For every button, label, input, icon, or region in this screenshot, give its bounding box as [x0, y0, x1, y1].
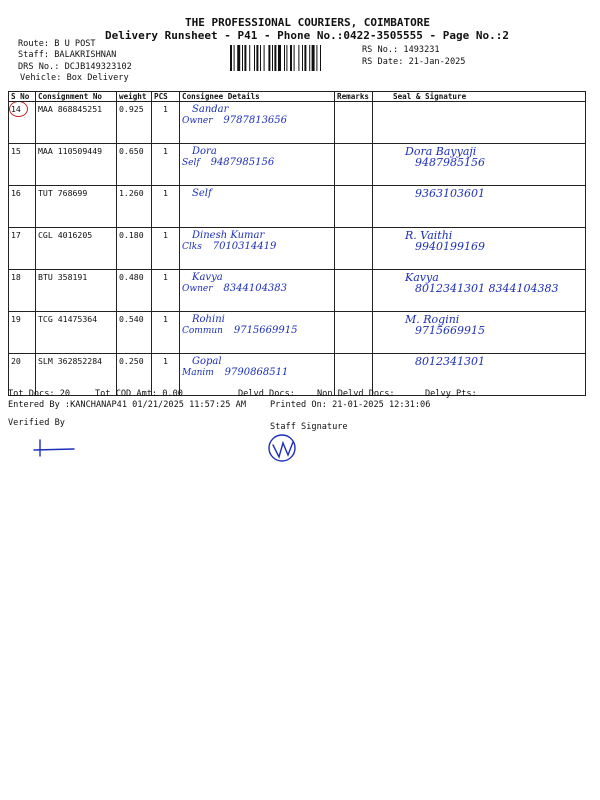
route-text: Route: B U POST	[18, 39, 96, 49]
table-header-row	[9, 92, 586, 102]
barcode-bar	[242, 45, 243, 71]
rs-number: RS No.: 1493231	[362, 45, 440, 55]
non-delvd-docs: Non Delvd Docs:	[317, 389, 395, 399]
consignee-name: Dora	[192, 146, 217, 157]
cell-sno: 20	[9, 354, 36, 396]
barcode-bar	[254, 45, 255, 71]
barcode	[230, 45, 354, 71]
cell-remarks	[335, 186, 373, 228]
barcode-bar	[309, 45, 310, 71]
seal-phone: 9940199169	[415, 240, 485, 253]
barcode-bar	[316, 45, 317, 71]
company-title: THE PROFESSIONAL COURIERS, COIMBATORE	[185, 16, 431, 29]
barcode-bar	[256, 45, 258, 71]
table-row	[9, 270, 586, 312]
runsheet-subtitle: Delivery Runsheet - P41 - Phone No.:0422-3505555 - Page No.:2	[105, 29, 509, 42]
barcode-bar	[284, 45, 285, 71]
cell-consignee	[180, 186, 335, 228]
cell-sno: 14	[9, 102, 36, 144]
cell-consignment: SLM 362852284	[36, 354, 117, 396]
consignee-name: Kavya	[192, 272, 223, 283]
vehicle-text: Vehicle: Box Delivery	[20, 73, 129, 83]
consignee-phone: 7010314419	[212, 241, 277, 252]
entered-by: Entered By :KANCHANAP41 01/21/2025 11:57:25 AM	[8, 400, 246, 410]
barcode-bar	[272, 45, 273, 71]
cell-consignment: MAA 868845251	[36, 102, 117, 144]
cell-consignee	[180, 312, 335, 354]
cell-weight: 0.540	[117, 312, 152, 354]
cell-remarks	[335, 102, 373, 144]
seal-phone: 8012341301 8344104383	[415, 282, 559, 295]
cell-pcs: 1	[152, 354, 180, 396]
consignee-name: Sandar	[192, 104, 229, 115]
seal-name: Dora Bayyaji	[405, 145, 477, 158]
tot-cod-amount: Tot COD Amt: 0.00	[95, 389, 183, 399]
consignee-name: Gopal	[192, 356, 222, 367]
consignee-phone: 9787813656	[223, 115, 288, 126]
consignee-name: Self	[192, 188, 212, 199]
seal-name: M. Rogini	[405, 313, 460, 326]
seal-name: Kavya	[405, 271, 439, 284]
barcode-bar	[237, 45, 240, 71]
barcode-bar	[260, 45, 261, 71]
barcode-bar	[290, 45, 292, 71]
cell-seal-signature	[373, 186, 586, 228]
consignee-name: Dinesh Kumar	[192, 230, 265, 241]
consignee-relation	[182, 367, 332, 379]
cell-pcs: 1	[152, 186, 180, 228]
cell-consignment: MAA 110509449	[36, 144, 117, 186]
col-header-consignee: Consignee Details	[180, 92, 335, 102]
col-header-sno: S No	[9, 92, 36, 102]
rs-date: RS Date: 21-Jan-2025	[362, 57, 466, 67]
seal-phone: 9363103601	[415, 187, 485, 200]
consignee-relation-text: Manim	[182, 368, 214, 378]
cell-consignment: CGL 4016205	[36, 228, 117, 270]
verified-by-label: Verified By	[8, 418, 65, 428]
barcode-bar	[234, 45, 235, 71]
consignee-relation	[182, 241, 332, 253]
seal-name: R. Vaithi	[405, 229, 453, 242]
barcode-bar	[264, 45, 265, 71]
barcode-bar	[302, 45, 303, 71]
cell-pcs: 1	[152, 102, 180, 144]
staff-signature-mark	[262, 431, 308, 465]
table-row	[9, 102, 586, 144]
cell-consignee	[180, 270, 335, 312]
cell-remarks	[335, 312, 373, 354]
consignee-relation-text: Clks	[182, 242, 202, 252]
cell-pcs: 1	[152, 144, 180, 186]
table-row	[9, 228, 586, 270]
cell-remarks	[335, 144, 373, 186]
consignee-phone: 9487985156	[210, 157, 275, 168]
cell-weight: 0.925	[117, 102, 152, 144]
barcode-bar	[286, 45, 287, 71]
barcode-bar	[268, 45, 270, 71]
delvy-pts: Delvy Pts:	[425, 389, 477, 399]
staff-text: Staff: BALAKRISHNAN	[18, 50, 117, 60]
col-header-weight: weight	[117, 92, 152, 102]
col-header-seal: Seal & Signature	[373, 92, 586, 102]
runsheet-table	[8, 91, 586, 396]
barcode-bar	[304, 45, 306, 71]
cell-seal-signature	[373, 312, 586, 354]
cell-weight: 0.650	[117, 144, 152, 186]
barcode-bar	[274, 45, 276, 71]
table-row	[9, 144, 586, 186]
consignee-relation	[182, 115, 332, 127]
consignee-relation-text: Commun	[182, 326, 223, 336]
consignee-relation	[182, 199, 332, 211]
cell-seal-signature	[373, 228, 586, 270]
seal-phone: 8012341301	[415, 355, 485, 368]
barcode-bar	[249, 45, 250, 71]
consignee-phone	[182, 199, 190, 210]
table-row	[9, 186, 586, 228]
barcode-bar	[320, 45, 321, 71]
cell-consignee	[180, 144, 335, 186]
consignee-relation-text: Owner	[182, 284, 213, 294]
cell-sno: 18	[9, 270, 36, 312]
cell-consignment: BTU 358191	[36, 270, 117, 312]
seal-phone: 9487985156	[415, 156, 485, 169]
barcode-bar	[230, 45, 232, 71]
col-header-remarks: Remarks	[335, 92, 373, 102]
table-row	[9, 312, 586, 354]
cell-pcs: 1	[152, 312, 180, 354]
cell-sno: 17	[9, 228, 36, 270]
cell-weight: 0.250	[117, 354, 152, 396]
barcode-bar	[244, 45, 246, 71]
col-header-consignment: Consignment No	[36, 92, 117, 102]
cell-sno: 15	[9, 144, 36, 186]
seal-phone: 9715669915	[415, 324, 485, 337]
barcode-bar	[312, 45, 315, 71]
cell-seal-signature	[373, 144, 586, 186]
cell-seal-signature	[373, 354, 586, 396]
cell-consignment: TUT 768699	[36, 186, 117, 228]
tot-docs: Tot Docs: 20	[8, 389, 71, 399]
cell-consignment: TCG 41475364	[36, 312, 117, 354]
cell-weight: 1.260	[117, 186, 152, 228]
cell-seal-signature	[373, 102, 586, 144]
consignee-name: Rohini	[192, 314, 225, 325]
cell-consignee	[180, 102, 335, 144]
verified-signature-mark	[30, 436, 80, 458]
col-header-pcs: PCS	[152, 92, 180, 102]
consignee-phone: 9790868511	[224, 367, 289, 378]
consignee-phone: 8344104383	[223, 283, 288, 294]
consignee-phone: 9715669915	[233, 325, 298, 336]
consignee-relation-text: Self	[182, 158, 200, 168]
barcode-bar	[298, 45, 299, 71]
cell-weight: 0.180	[117, 228, 152, 270]
cell-consignee	[180, 228, 335, 270]
cell-sno: 16	[9, 186, 36, 228]
consignee-relation	[182, 325, 332, 337]
drs-number: DRS No.: DCJB149323102	[18, 62, 132, 72]
cell-seal-signature	[373, 270, 586, 312]
cell-remarks	[335, 270, 373, 312]
delvd-docs: Delvd Docs:	[238, 389, 295, 399]
consignee-relation-text: Owner	[182, 116, 213, 126]
cell-pcs: 1	[152, 270, 180, 312]
staff-signature-label: Staff Signature	[270, 422, 348, 432]
printed-on: Printed On: 21-01-2025 12:31:06	[270, 400, 431, 410]
barcode-bar	[278, 45, 281, 71]
consignee-relation	[182, 157, 332, 169]
cell-remarks	[335, 228, 373, 270]
cell-pcs: 1	[152, 228, 180, 270]
cell-sno: 19	[9, 312, 36, 354]
consignee-relation	[182, 283, 332, 295]
barcode-bar	[294, 45, 295, 71]
cell-weight: 0.480	[117, 270, 152, 312]
